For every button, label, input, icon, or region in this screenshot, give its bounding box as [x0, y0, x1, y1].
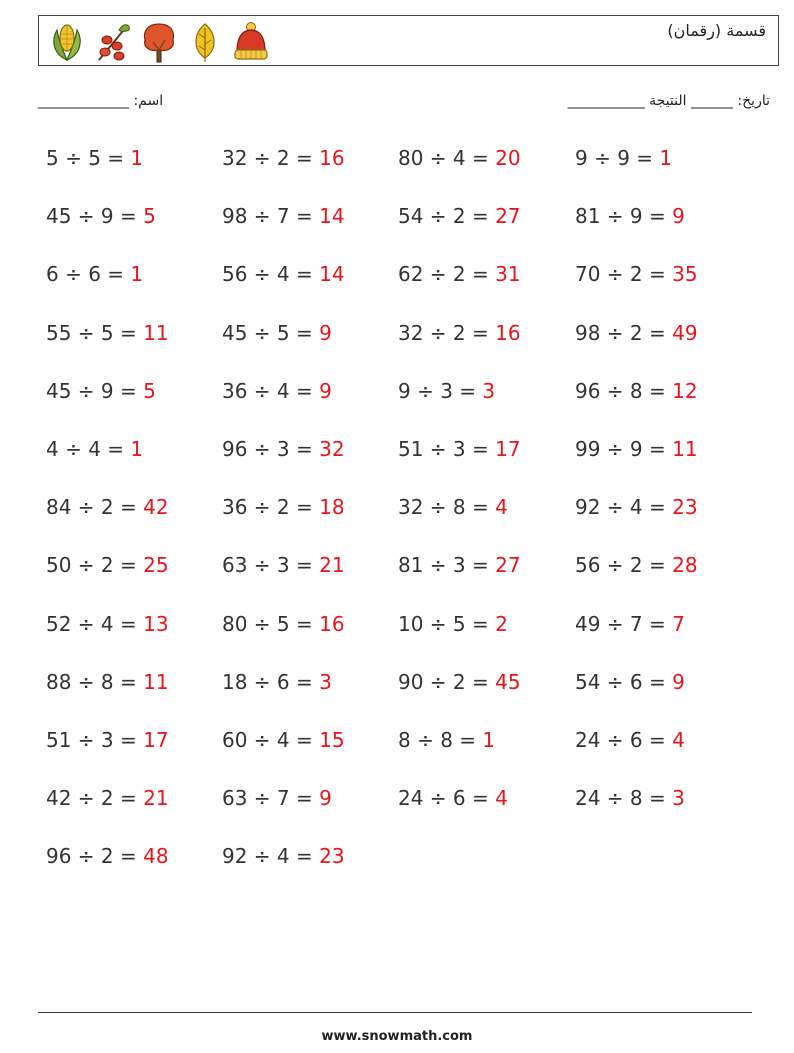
problem-item: [222, 670, 332, 694]
problem-question: 50 ÷ 2 =: [46, 553, 144, 578]
problem-question: 18 ÷ 6 =: [222, 669, 320, 694]
problem-item: [46, 728, 169, 752]
problem-answer: 5: [143, 378, 156, 403]
problem-answer: 11: [143, 320, 169, 345]
problem-item: [575, 553, 698, 577]
problem-answer: 11: [143, 669, 169, 694]
problem-item: [46, 495, 169, 519]
problem-question: 24 ÷ 6 =: [398, 786, 496, 811]
name-field: اسم: _____________: [38, 93, 164, 109]
problem-question: 96 ÷ 8 =: [575, 378, 673, 403]
problem-item: [222, 728, 345, 752]
problem-item: [222, 379, 332, 403]
problem-question: 55 ÷ 5 =: [46, 320, 144, 345]
problem-question: 96 ÷ 3 =: [222, 437, 320, 461]
problem-answer: 23: [672, 495, 698, 520]
problem-answer: 14: [319, 262, 345, 287]
problem-answer: 1: [130, 437, 144, 461]
problem-answer: 9: [672, 204, 685, 229]
problem-question: 98 ÷ 7 =: [222, 204, 320, 229]
problem-question: 45 ÷ 5 =: [222, 320, 320, 345]
problem-item: [46, 146, 143, 170]
date-score-field: تاريخ: ______ النتيجة ___________: [567, 93, 770, 109]
problem-question: 92 ÷ 4 =: [222, 844, 320, 869]
problem-answer: 1: [130, 262, 144, 287]
problem-answer: 15: [319, 728, 345, 752]
problem-item: [46, 844, 169, 868]
problem-answer: 32: [319, 437, 345, 461]
problem-answer: 9: [319, 378, 332, 403]
footer-divider: [38, 1012, 752, 1013]
problem-answer: 5: [143, 204, 156, 229]
problem-question: 92 ÷ 4 =: [575, 495, 673, 520]
problem-item: [398, 204, 521, 228]
problem-answer: 12: [672, 378, 698, 403]
problem-item: [575, 146, 672, 170]
worksheet-title: قسمة (رقمان): [667, 21, 766, 40]
problem-answer: 9: [672, 669, 685, 694]
problem-question: 32 ÷ 8 =: [398, 495, 496, 520]
problem-item: [575, 437, 698, 461]
problem-question: 42 ÷ 2 =: [46, 786, 144, 811]
problem-answer: 4: [495, 786, 508, 811]
problem-item: [46, 786, 169, 810]
problem-question: 51 ÷ 3 =: [46, 728, 144, 752]
problem-question: 99 ÷ 9 =: [575, 437, 673, 461]
problem-question: 24 ÷ 6 =: [575, 728, 673, 752]
problem-question: 52 ÷ 4 =: [46, 611, 144, 636]
problem-question: 54 ÷ 6 =: [575, 669, 673, 694]
problem-question: 10 ÷ 5 =: [398, 611, 496, 636]
problem-item: [398, 553, 521, 577]
problem-question: 51 ÷ 3 =: [398, 437, 496, 461]
problem-item: [398, 728, 495, 752]
problem-answer: 9: [319, 320, 332, 345]
problem-question: 98 ÷ 2 =: [575, 320, 673, 345]
problem-answer: 45: [495, 669, 521, 694]
problem-question: 36 ÷ 4 =: [222, 378, 320, 403]
problem-answer: 21: [143, 786, 169, 811]
problem-item: [46, 553, 169, 577]
problem-item: [575, 321, 698, 345]
problem-question: 62 ÷ 2 =: [398, 262, 496, 287]
problem-item: [575, 204, 685, 228]
problem-item: [222, 204, 345, 228]
problem-question: 54 ÷ 2 =: [398, 204, 496, 229]
problem-answer: 28: [672, 553, 698, 578]
problem-question: 32 ÷ 2 =: [222, 146, 320, 170]
problem-answer: 3: [482, 378, 496, 403]
problem-question: 6 ÷ 6 =: [46, 262, 131, 287]
problem-item: [46, 437, 143, 461]
problem-question: 63 ÷ 3 =: [222, 553, 320, 578]
problem-question: 80 ÷ 5 =: [222, 611, 320, 636]
problem-answer: 48: [143, 844, 169, 869]
problem-question: 96 ÷ 2 =: [46, 844, 144, 869]
problem-item: [398, 379, 495, 403]
problem-item: [575, 786, 685, 810]
problem-item: [398, 262, 521, 286]
problem-answer: 7: [672, 611, 685, 636]
problem-item: [222, 553, 345, 577]
problem-item: [222, 844, 345, 868]
problem-item: [222, 262, 345, 286]
problem-item: [575, 670, 685, 694]
problem-item: [46, 262, 143, 286]
problem-item: [222, 495, 345, 519]
problem-item: [46, 204, 156, 228]
problem-question: 8 ÷ 8 =: [398, 728, 483, 752]
problem-question: 88 ÷ 8 =: [46, 669, 144, 694]
problem-answer: 9: [319, 786, 332, 811]
footer-url: www.snowmath.com: [321, 1029, 473, 1044]
problem-answer: 31: [495, 262, 521, 287]
problem-answer: 27: [495, 204, 521, 229]
problem-answer: 20: [495, 146, 521, 170]
problem-item: [46, 670, 169, 694]
problem-answer: 13: [143, 611, 169, 636]
problem-answer: 27: [495, 553, 521, 578]
problem-question: 24 ÷ 8 =: [575, 786, 673, 811]
problem-item: [398, 495, 508, 519]
problem-answer: 42: [143, 495, 169, 520]
problem-answer: 17: [495, 437, 521, 461]
problem-answer: 16: [319, 146, 345, 170]
problem-answer: 1: [482, 728, 496, 752]
problem-question: 45 ÷ 9 =: [46, 378, 144, 403]
problem-question: 9 ÷ 3 =: [398, 378, 483, 403]
problem-answer: 4: [495, 495, 508, 520]
problem-question: 49 ÷ 7 =: [575, 611, 673, 636]
problem-answer: 35: [672, 262, 698, 287]
problem-item: [575, 262, 698, 286]
problem-item: [46, 379, 156, 403]
problem-question: 56 ÷ 2 =: [575, 553, 673, 578]
problem-item: [575, 612, 685, 636]
problem-item: [222, 321, 332, 345]
problem-answer: 21: [319, 553, 345, 578]
problem-answer: 2: [495, 611, 508, 636]
problem-question: 36 ÷ 2 =: [222, 495, 320, 520]
problem-answer: 16: [319, 611, 345, 636]
problem-item: [398, 321, 521, 345]
problem-item: [46, 612, 169, 636]
problem-answer: 1: [130, 146, 144, 170]
problem-answer: 25: [143, 553, 169, 578]
problem-answer: 49: [672, 320, 698, 345]
problem-question: 5 ÷ 5 =: [46, 146, 131, 170]
problem-answer: 16: [495, 320, 521, 345]
problem-item: [222, 146, 345, 170]
problem-question: 9 ÷ 9 =: [575, 146, 660, 170]
problem-item: [575, 728, 685, 752]
problem-answer: 3: [672, 786, 685, 811]
problem-item: [575, 495, 698, 519]
problem-item: [398, 146, 521, 170]
problem-item: [222, 612, 345, 636]
problem-question: 81 ÷ 9 =: [575, 204, 673, 229]
problem-answer: 14: [319, 204, 345, 229]
problem-question: 56 ÷ 4 =: [222, 262, 320, 287]
problem-item: [398, 670, 521, 694]
problem-question: 4 ÷ 4 =: [46, 437, 131, 461]
problem-item: [398, 437, 521, 461]
problem-question: 60 ÷ 4 =: [222, 728, 320, 752]
problem-item: [398, 612, 508, 636]
problem-question: 70 ÷ 2 =: [575, 262, 673, 287]
problem-question: 84 ÷ 2 =: [46, 495, 144, 520]
problem-question: 32 ÷ 2 =: [398, 320, 496, 345]
problem-item: [575, 379, 698, 403]
problem-question: 80 ÷ 4 =: [398, 146, 496, 170]
problem-item: [222, 437, 345, 461]
problem-answer: 17: [143, 728, 169, 752]
problem-answer: 11: [672, 437, 698, 461]
problem-answer: 18: [319, 495, 345, 520]
problem-question: 45 ÷ 9 =: [46, 204, 144, 229]
problem-item: [398, 786, 508, 810]
problem-answer: 1: [659, 146, 673, 170]
problem-question: 81 ÷ 3 =: [398, 553, 496, 578]
problem-item: [222, 786, 332, 810]
problem-answer: 3: [319, 669, 332, 694]
problem-question: 63 ÷ 7 =: [222, 786, 320, 811]
problem-answer: 23: [319, 844, 345, 869]
problem-question: 90 ÷ 2 =: [398, 669, 496, 694]
problem-item: [46, 321, 169, 345]
problem-answer: 4: [672, 728, 685, 752]
